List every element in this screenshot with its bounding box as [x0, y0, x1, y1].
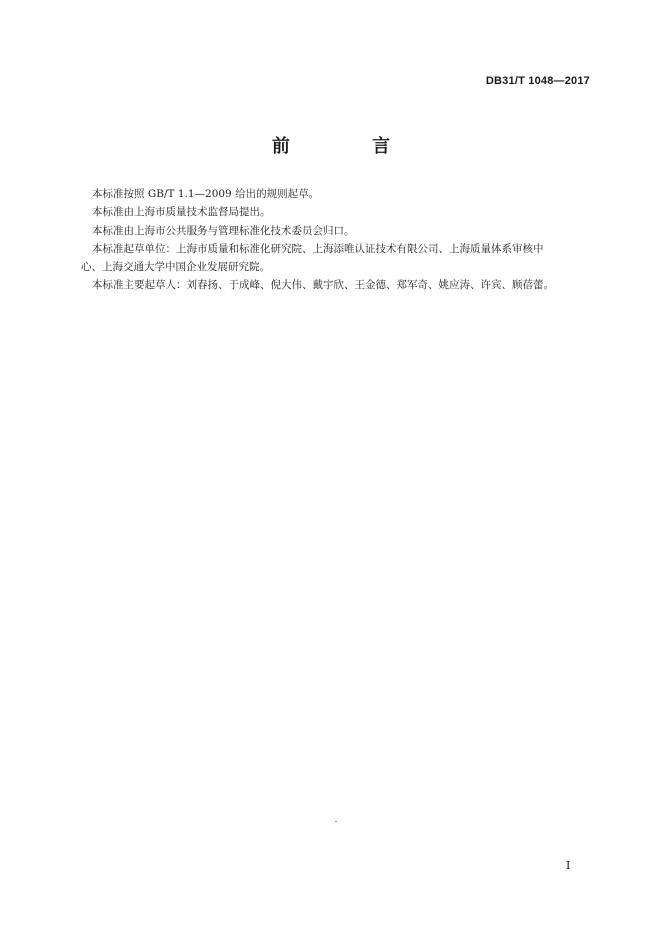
paragraph-drafting-units-continued: 心、上海交通大学中国企业发展研究院。: [81, 261, 270, 274]
page-title: 前 言: [271, 136, 429, 157]
paragraph-proposer: 本标准由上海市质量技术监督局提出。: [92, 206, 271, 219]
paragraph-drafting-rules: 本标准按照 GB/T 1.1—2009 给出的规则起草。: [92, 188, 320, 200]
paragraph-drafting-units: 本标准起草单位：上海市质量和标准化研究院、上海添唯认证技术有限公司、上海质量体系审核中: [92, 242, 544, 255]
paragraph-drafters: 本标准主要起草人：刘春扬、于成峰、倪大伟、戴宇欣、王金德、郑军奇、姚应涛、许宾、顾蓓蕾。: [92, 279, 554, 292]
scan-speck: [335, 821, 337, 822]
foreword-body: [81, 185, 592, 295]
paragraph-committee: 本标准由上海市公共服务与管理标准化技术委员会归口。: [92, 224, 355, 237]
page-number: I: [566, 859, 571, 872]
standard-code: DB31/T 1048—2017: [485, 75, 590, 87]
